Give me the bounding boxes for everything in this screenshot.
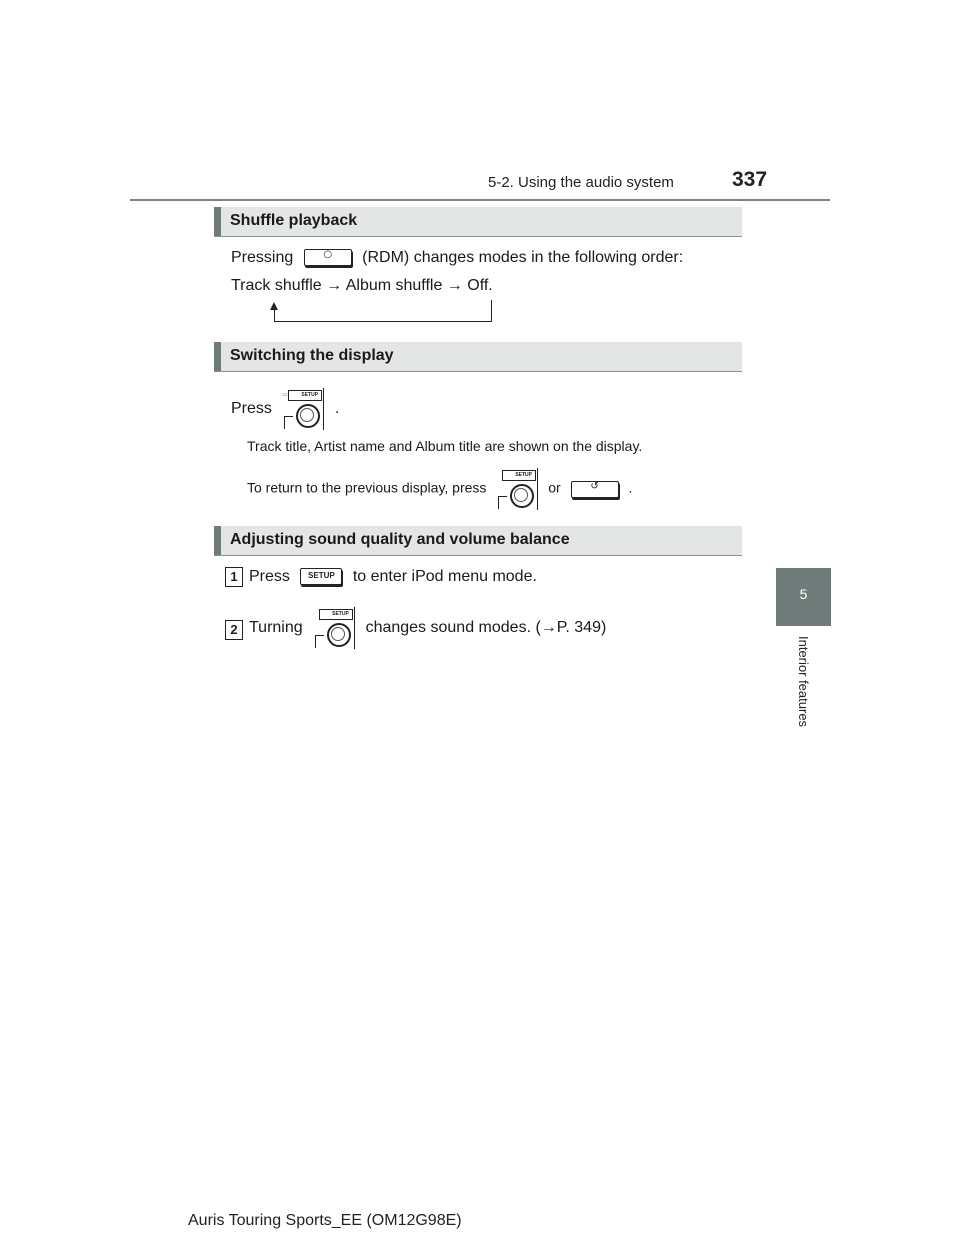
step-2-text-after: changes sound modes. (→P. 349) (365, 619, 607, 637)
back-button[interactable] (571, 481, 619, 498)
knob-button[interactable]: SETUP ▭ (280, 388, 326, 430)
circle-icon: ○ (323, 249, 333, 261)
display-press-label: Press (231, 400, 272, 418)
step-2-instruction (249, 607, 606, 649)
page-number: 337 (732, 168, 768, 191)
display-press-end: . (334, 400, 340, 418)
knob-pad: SETUP (288, 390, 322, 401)
chapter-tab: 5 (776, 568, 831, 626)
section-bar (214, 342, 221, 371)
cycle-bracket-right (491, 300, 492, 322)
step-1-instruction (249, 568, 537, 586)
section-bar (214, 526, 221, 555)
return-arrow-icon: ↺ (590, 480, 599, 492)
setup-button[interactable] (300, 568, 342, 585)
section-title: Adjusting sound quality and volume balance (230, 531, 570, 548)
return-text-or: or (548, 479, 561, 496)
chapter-label: Interior features (796, 636, 811, 728)
header-rule (130, 199, 830, 201)
section-title: Shuffle playback (230, 212, 358, 229)
rdm-button[interactable] (304, 249, 352, 266)
knob-corner (315, 635, 324, 648)
shuffle-instruction (231, 249, 683, 267)
header-section-title: 5-2. Using the audio system (488, 174, 674, 191)
display-return-note (247, 468, 632, 510)
cycle-bracket-bottom (274, 321, 492, 322)
step-1-text-after: to enter iPod menu mode. (352, 568, 537, 585)
return-text-end: . (628, 479, 633, 496)
knob-corner (284, 416, 293, 429)
knob-button[interactable] (311, 607, 357, 649)
return-text-before: To return to the previous display, press (247, 479, 487, 496)
step-2-text-before: Turning (249, 619, 303, 637)
display-instruction (231, 388, 339, 430)
step-1-text-before: Press (249, 568, 290, 585)
footer-model: Auris Touring Sports_EE (OM12G98E) (188, 1212, 462, 1229)
section-bar (214, 207, 221, 236)
knob-edge (537, 468, 538, 510)
knob-edge (354, 607, 355, 649)
cycle-bracket-left (274, 308, 275, 322)
knob-pad: SETUP (319, 609, 353, 620)
section-title: Switching the display (230, 347, 394, 364)
step-number-1: 1 (225, 567, 243, 587)
section-heading-display (214, 342, 742, 372)
shuffle-order: Track shuffle → Album shuffle → Off. (231, 277, 493, 294)
section-heading-sound (214, 526, 742, 556)
knob-pad: SETUP (502, 470, 536, 481)
knob-inner-ring (331, 627, 345, 641)
knob-corner (498, 496, 507, 509)
knob-edge (323, 388, 324, 430)
setup-button-label: SETUP (308, 571, 335, 581)
knob-button[interactable] (494, 468, 540, 510)
display-note: Track title, Artist name and Album title are shown on the display. (247, 438, 643, 454)
step-number-2: 2 (225, 620, 243, 640)
shuffle-text-after: (RDM) changes modes in the following order: (362, 249, 684, 266)
section-heading-shuffle (214, 207, 742, 237)
shuffle-text-before: Pressing (231, 249, 294, 266)
